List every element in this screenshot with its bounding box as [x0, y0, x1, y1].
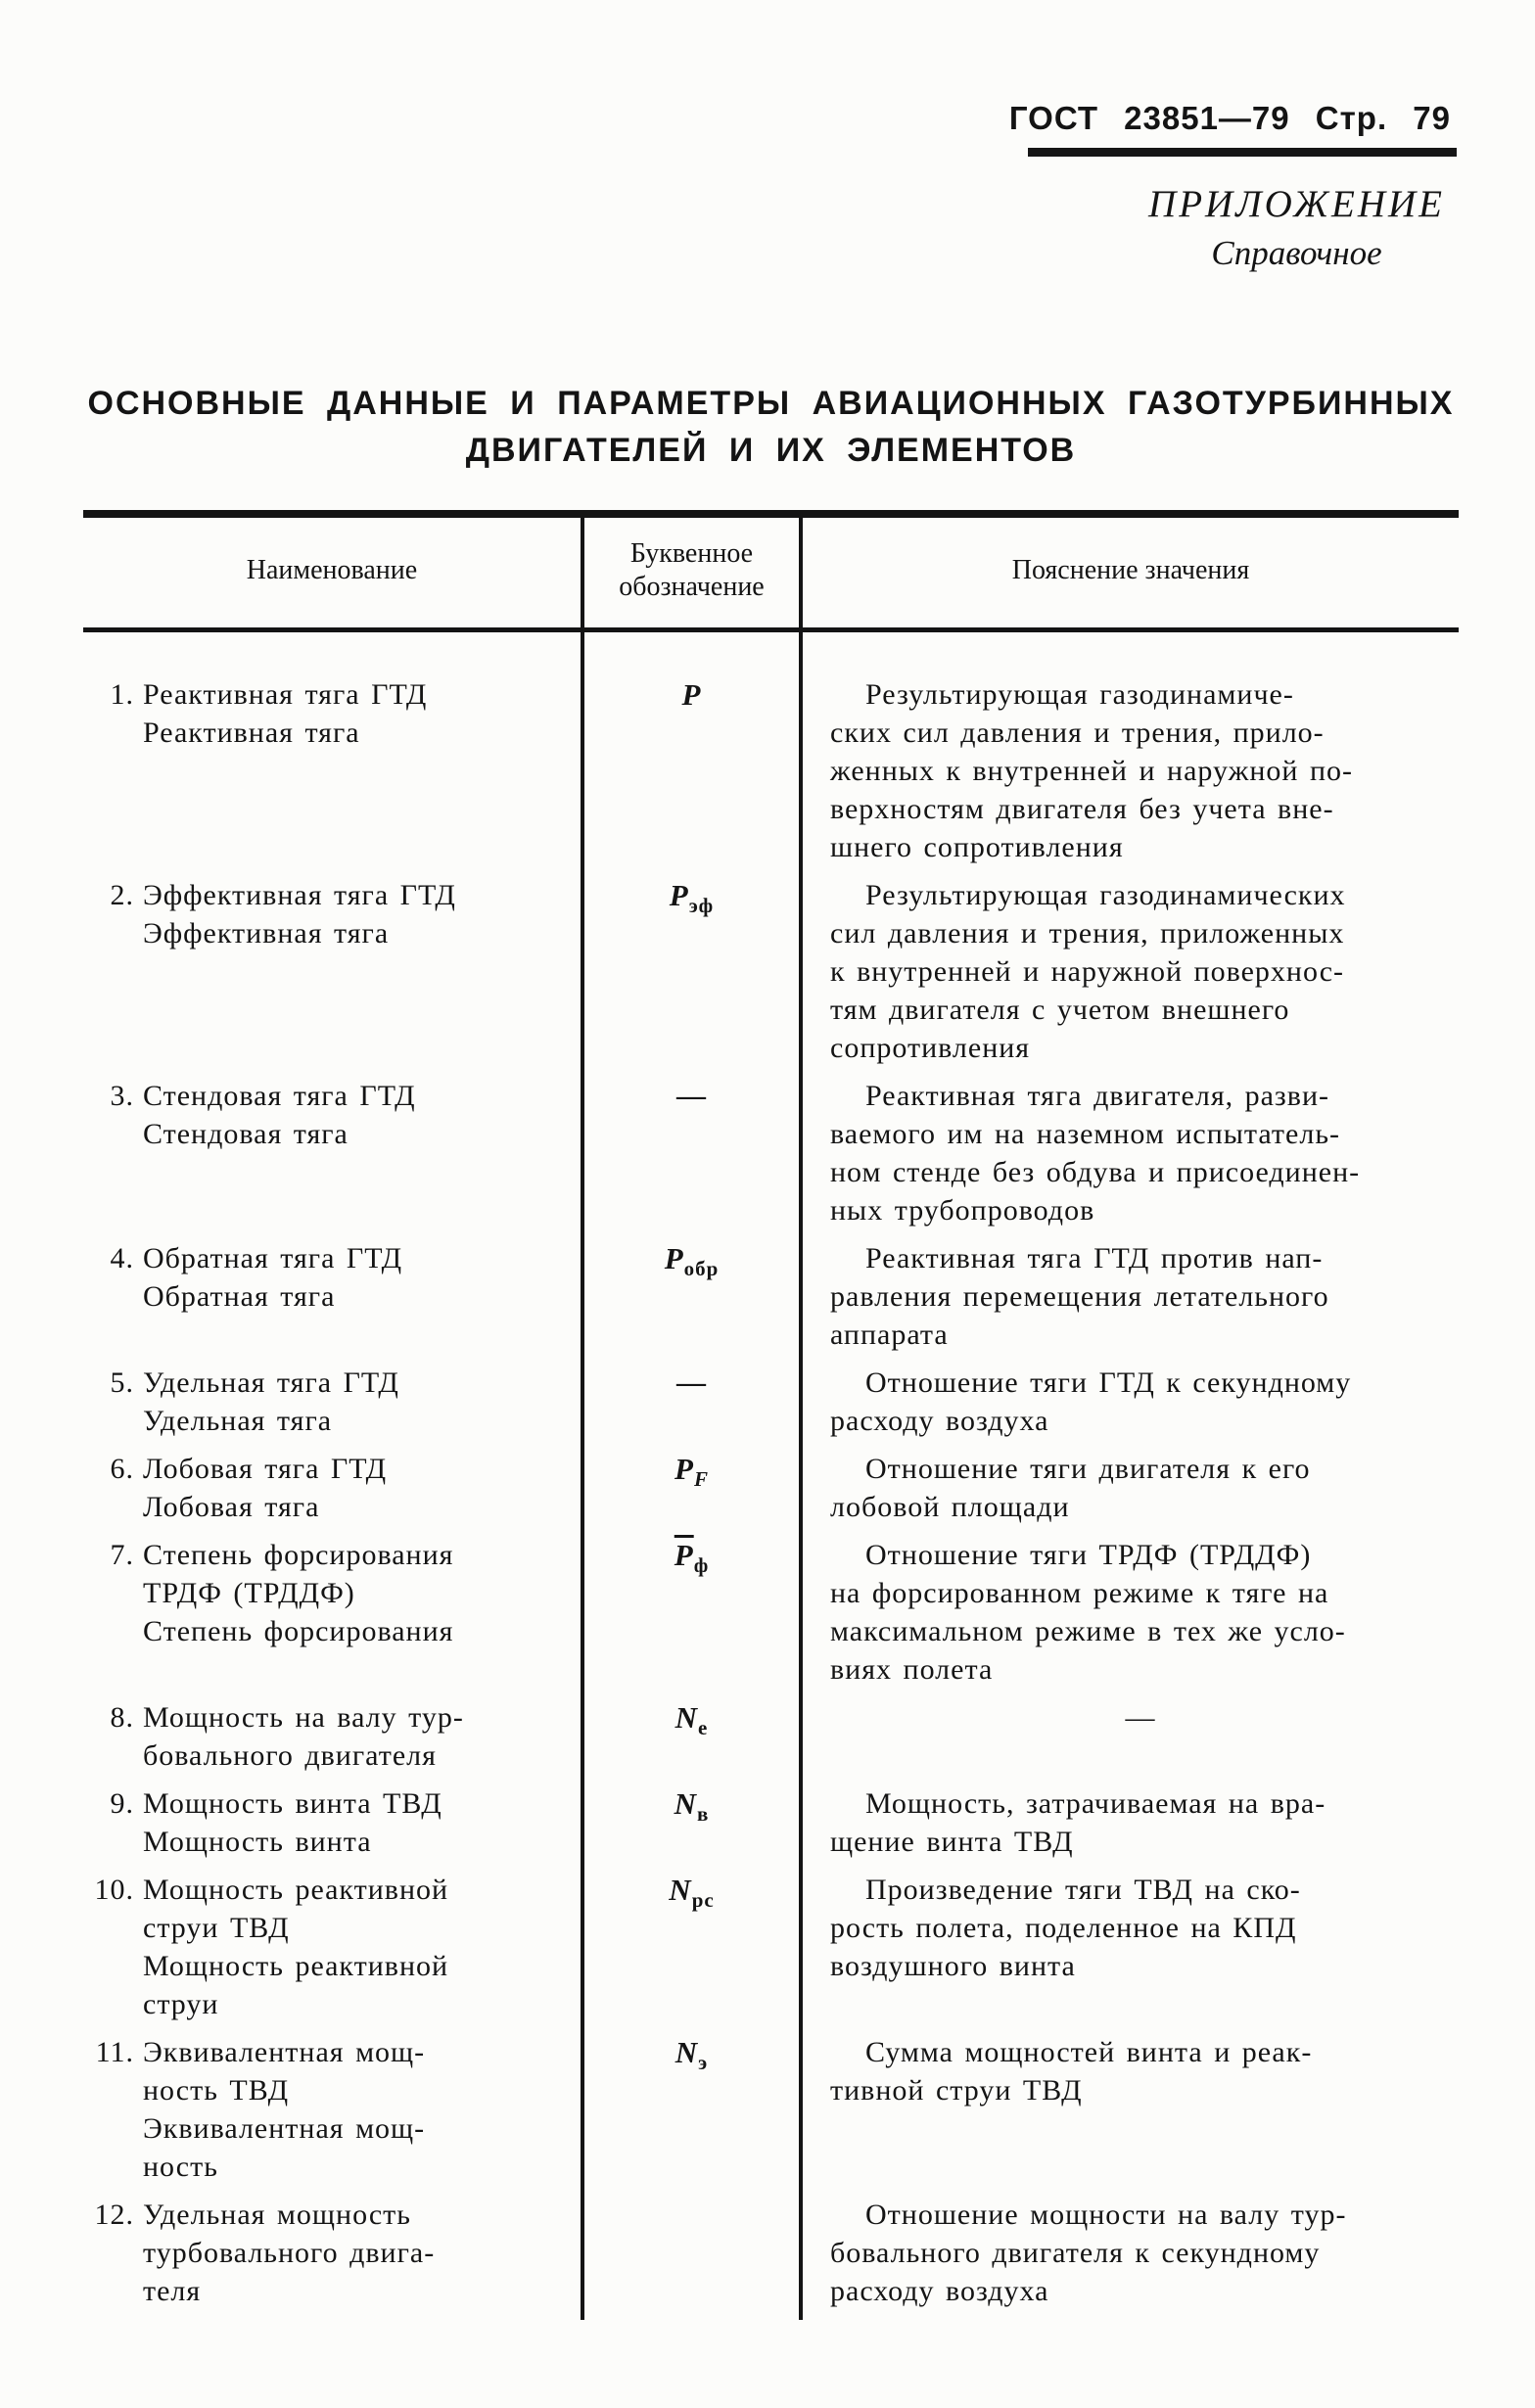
column-header-symbol: Буквенное обозначение — [582, 514, 801, 630]
param-name: Лобовая тяга ГТД Лобовая тяга — [143, 1453, 388, 1523]
row-number: 12. — [94, 2199, 134, 2231]
page-title — [83, 380, 1459, 474]
symbol-base: P — [669, 878, 689, 912]
column-header-name: Наименование — [83, 514, 582, 630]
table-row — [83, 2033, 1459, 2196]
param-name: Степень форсирования ТРДФ (ТРДДФ) Степень форсирования — [143, 1539, 454, 1647]
row-number: 11. — [95, 2036, 134, 2068]
param-symbol-cell — [582, 1871, 801, 2033]
param-name-wrap — [83, 2196, 581, 2310]
param-name-wrap — [83, 1698, 581, 1775]
param-name-wrap — [83, 1239, 581, 1316]
param-explanation: Результирующая газодинамиче- ских сил давления и трения, прило- женных к внутренней и наружной по- верхностям двигателя без учета вне- шнего сопротивления — [830, 678, 1353, 863]
page-title-line2: ДВИГАТЕЛЕЙ И ИХ ЭЛЕМЕНТОВ — [465, 432, 1077, 469]
param-explanation: Отношение мощности на валу тур- бовального двигателя к секундному расходу воздуха — [830, 2199, 1347, 2307]
param-name-cell — [83, 1536, 582, 1698]
param-name-cell — [83, 876, 582, 1077]
appendix-block — [1148, 182, 1445, 273]
param-symbol-cell — [582, 2033, 801, 2196]
param-name-cell — [83, 1784, 582, 1871]
parameters-table — [83, 510, 1459, 2320]
param-explanation: Мощность, затрачиваемая на вра- щение винта ТВД — [830, 1787, 1326, 1858]
param-explanation: Результирующая газодинамических сил давления и трения, приложенных к внутренней и наружной поверхнос- тям двигателя с учетом внешнего сопротивления — [830, 879, 1346, 1064]
symbol-base: N — [669, 1873, 692, 1907]
param-name-cell — [83, 1450, 582, 1536]
table-row — [83, 1077, 1459, 1239]
doc-header: ГОСТ 23851—79 Стр. 79 — [1008, 100, 1451, 136]
appendix-type: Справочное — [1211, 234, 1382, 272]
param-name: Реактивная тяга ГТД Реактивная тяга — [143, 678, 428, 749]
param-name-wrap — [83, 1450, 581, 1526]
param-name-cell — [83, 1364, 582, 1450]
param-name-wrap — [83, 675, 581, 752]
param-name: Эквивалентная мощ- ность ТВД Эквивалентная мощ- ность — [143, 2036, 426, 2183]
symbol-base: N — [674, 1700, 699, 1735]
param-name: Обратная тяга ГТД Обратная тяга — [143, 1242, 403, 1313]
symbol-subscript: е — [698, 1716, 709, 1739]
param-symbol-cell — [582, 1536, 801, 1698]
row-number: 10. — [94, 1874, 134, 1906]
param-name: Мощность на валу тур- бовального двигателя — [143, 1701, 464, 1772]
row-number: 9. — [110, 1787, 134, 1820]
param-name-wrap — [83, 1871, 581, 2023]
table-row — [83, 1784, 1459, 1871]
table-row — [83, 630, 1459, 877]
param-symbol-cell — [582, 1784, 801, 1871]
appendix-label: ПРИЛОЖЕНИЕ — [1148, 183, 1445, 225]
row-number: 8. — [110, 1701, 134, 1734]
row-number: 3. — [110, 1080, 134, 1112]
table-head — [83, 514, 1459, 630]
param-name: Стендовая тяга ГТД Стендовая тяга — [143, 1080, 416, 1150]
symbol-base: $\overline{P}$ — [674, 1538, 694, 1572]
param-name-cell — [83, 1077, 582, 1239]
param-symbol-cell — [582, 1698, 801, 1784]
param-explanation: Отношение тяги ГТД к секундному расходу воздуха — [830, 1366, 1352, 1437]
param-name: Мощность реактивной струи ТВД Мощность реактивной струи — [143, 1874, 449, 2020]
param-explanation: Отношение тяги ТРДФ (ТРДДФ) на форсированном режиме к тяге на максимальном режиме в тех же усло- виях полета — [830, 1539, 1346, 1686]
param-symbol-cell — [582, 876, 801, 1077]
symbol-subscript: э — [698, 2051, 709, 2074]
param-symbol-cell — [582, 1239, 801, 1364]
symbol-base: N — [674, 1786, 698, 1821]
param-explanation: Реактивная тяга ГТД против нап- равления перемещения летательного аппарата — [830, 1242, 1329, 1351]
param-name-cell — [83, 2196, 582, 2320]
param-explanation: Произведение тяги ТВД на ско- рость полета, поделенное на КПД воздушного винта — [830, 1874, 1301, 1982]
column-header-explanation: Пояснение значения — [801, 514, 1459, 630]
param-name-cell — [83, 2033, 582, 2196]
table-row — [83, 2196, 1459, 2320]
table-row — [83, 1698, 1459, 1784]
param-name: Удельная тяга ГТД Удельная тяга — [143, 1366, 399, 1437]
no-symbol-dash: — — [676, 1080, 707, 1112]
row-number: 1. — [110, 678, 134, 711]
param-name: Мощность винта ТВД Мощность винта — [143, 1787, 442, 1858]
table-row — [83, 1871, 1459, 2033]
param-explanation: Сумма мощностей винта и реак- тивной струи ТВД — [830, 2036, 1313, 2107]
param-explanation: — — [1125, 1701, 1156, 1734]
row-number: 7. — [110, 1539, 134, 1571]
param-explanation: Реактивная тяга двигателя, разви- ваемого им на наземном испытатель- ном стенде без обдува и присоединен- ных трубопроводов — [830, 1080, 1361, 1227]
page-title-line1: ОСНОВНЫЕ ДАННЫЕ И ПАРАМЕТРЫ АВИАЦИОННЫХ ГАЗОТУРБИННЫХ — [87, 385, 1455, 422]
param-name-cell — [83, 1698, 582, 1784]
symbol-base: P — [664, 1241, 684, 1275]
param-name-wrap — [83, 1364, 581, 1440]
param-name: Удельная мощность турбовального двига- теля — [143, 2199, 436, 2307]
param-explanation: Отношение тяги двигателя к его лобовой площади — [830, 1453, 1311, 1523]
symbol-subscript: ф — [693, 1553, 710, 1577]
symbol-base: N — [674, 2035, 699, 2069]
symbol-subscript: обр — [683, 1257, 720, 1280]
table-body — [83, 630, 1459, 2321]
param-name-cell — [83, 1871, 582, 2033]
row-number: 2. — [110, 879, 134, 911]
param-name-cell — [83, 1239, 582, 1364]
param-name-wrap — [83, 1536, 581, 1650]
table-row — [83, 1536, 1459, 1698]
symbol-subscript: эф — [688, 894, 715, 917]
row-number: 4. — [110, 1242, 134, 1274]
table-row — [83, 1450, 1459, 1536]
param-name-cell — [83, 630, 582, 877]
symbol-base: P — [674, 1452, 694, 1486]
table-row — [83, 1364, 1459, 1450]
param-name-wrap — [83, 876, 581, 952]
row-number: 6. — [110, 1453, 134, 1485]
param-symbol-cell — [582, 2196, 801, 2320]
table-row — [83, 876, 1459, 1077]
symbol-base: P — [681, 677, 702, 712]
symbol-subscript: рс — [691, 1888, 715, 1912]
table-header-row — [83, 514, 1459, 630]
param-name-wrap — [83, 1077, 581, 1153]
symbol-subscript: F — [693, 1467, 709, 1491]
param-name: Эффективная тяга ГТД Эффективная тяга — [143, 879, 456, 949]
param-symbol-cell — [582, 630, 801, 877]
param-symbol-cell — [582, 1077, 801, 1239]
no-symbol-dash: — — [676, 1366, 707, 1399]
row-number: 5. — [110, 1366, 134, 1399]
param-name-wrap — [83, 1784, 581, 1861]
header-rule — [1028, 148, 1457, 157]
table-row — [83, 1239, 1459, 1364]
param-symbol-cell — [582, 1364, 801, 1450]
param-name-wrap — [83, 2033, 581, 2186]
symbol-subscript: в — [697, 1802, 710, 1826]
param-symbol-cell — [582, 1450, 801, 1536]
